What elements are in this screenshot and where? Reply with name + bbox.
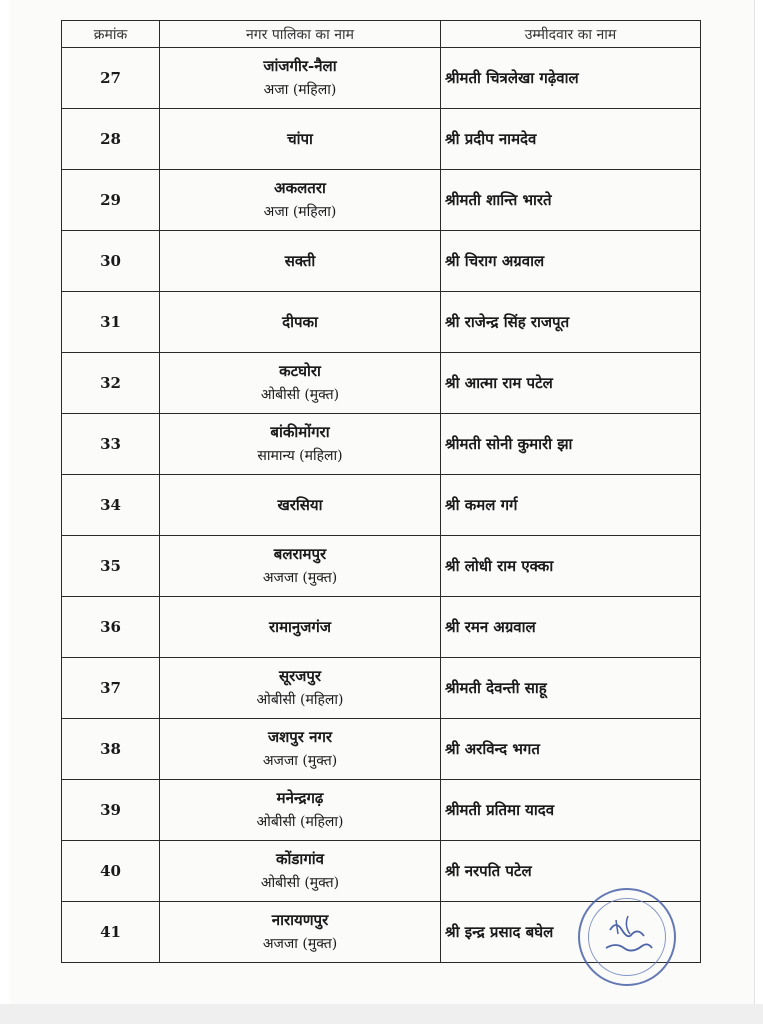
- candidate-name: श्री अरविन्द भगत: [441, 719, 701, 780]
- serial-number: 33: [62, 414, 160, 475]
- candidate-name: श्री कमल गर्ग: [441, 475, 701, 536]
- reservation-category: सामान्य (महिला): [257, 448, 343, 464]
- table-row: [62, 719, 701, 780]
- document-page: [10, 0, 755, 1004]
- header-municipality: नगर पालिका का नाम: [160, 21, 441, 48]
- municipality-name: मनेन्द्रगढ़: [276, 789, 324, 807]
- candidate-name: श्री राजेन्द्र सिंह राजपूत: [441, 292, 701, 353]
- table-row: [62, 414, 701, 475]
- municipality-name: खरसिया: [277, 496, 323, 514]
- table-row: [62, 475, 701, 536]
- serial-number: 41: [62, 902, 160, 963]
- table-header-row: [62, 21, 701, 48]
- municipality-name: कटघोरा: [279, 362, 321, 380]
- municipality-name: अकलतरा: [274, 179, 326, 197]
- reservation-category: ओबीसी (मुक्त): [260, 875, 340, 891]
- table-row: [62, 780, 701, 841]
- candidate-table: [61, 20, 701, 963]
- reservation-category: ओबीसी (महिला): [256, 814, 344, 830]
- reservation-category: अजा (महिला): [263, 204, 337, 220]
- municipality-cell: [160, 536, 441, 597]
- municipality-name: सूरजपुर: [278, 667, 322, 685]
- official-seal: [578, 888, 676, 986]
- table-row: [62, 658, 701, 719]
- municipality-cell: [160, 414, 441, 475]
- table-row: [62, 170, 701, 231]
- serial-number: 34: [62, 475, 160, 536]
- municipality-cell: [160, 841, 441, 902]
- reservation-category: अजा (महिला): [263, 82, 337, 98]
- municipality-cell: [160, 231, 441, 292]
- serial-number: 37: [62, 658, 160, 719]
- candidate-name: श्री चिराग अग्रवाल: [441, 231, 701, 292]
- serial-number: 29: [62, 170, 160, 231]
- municipality-cell: [160, 719, 441, 780]
- candidate-name: श्रीमती चित्रलेखा गढ़ेवाल: [441, 48, 701, 109]
- candidate-name: श्रीमती प्रतिमा यादव: [441, 780, 701, 841]
- table-row: [62, 109, 701, 170]
- serial-number: 38: [62, 719, 160, 780]
- header-candidate: उम्मीदवार का नाम: [441, 21, 701, 48]
- municipality-name: जांजगीर-नैला: [263, 57, 337, 75]
- table-row: [62, 292, 701, 353]
- reservation-category: अजजा (मुक्त): [262, 936, 338, 952]
- table-row: [62, 353, 701, 414]
- table-row: [62, 536, 701, 597]
- municipality-cell: [160, 658, 441, 719]
- municipality-cell: [160, 597, 441, 658]
- municipality-cell: [160, 48, 441, 109]
- serial-number: 30: [62, 231, 160, 292]
- municipality-cell: [160, 780, 441, 841]
- reservation-category: अजजा (मुक्त): [262, 570, 338, 586]
- candidate-name: श्री नरपति पटेल: [441, 841, 701, 902]
- serial-number: 40: [62, 841, 160, 902]
- candidate-name: श्री प्रदीप नामदेव: [441, 109, 701, 170]
- reservation-category: अजजा (मुक्त): [262, 753, 338, 769]
- reservation-category: ओबीसी (महिला): [256, 692, 344, 708]
- municipality-name: सक्ती: [284, 252, 316, 270]
- table-row: [62, 231, 701, 292]
- table-row: [62, 48, 701, 109]
- municipality-cell: [160, 170, 441, 231]
- municipality-name: दीपका: [282, 313, 318, 331]
- page-bottom-edge: [0, 1004, 763, 1024]
- candidate-name: श्रीमती सोनी कुमारी झा: [441, 414, 701, 475]
- municipality-cell: [160, 353, 441, 414]
- municipality-name: चांपा: [287, 130, 313, 148]
- municipality-cell: [160, 902, 441, 963]
- serial-number: 27: [62, 48, 160, 109]
- candidate-name: श्री रमन अग्रवाल: [441, 597, 701, 658]
- serial-number: 28: [62, 109, 160, 170]
- candidate-name: श्री लोधी राम एक्का: [441, 536, 701, 597]
- municipality-cell: [160, 109, 441, 170]
- municipality-name: नारायणपुर: [271, 911, 329, 929]
- serial-number: 31: [62, 292, 160, 353]
- municipality-name: जशपुर नगर: [267, 728, 333, 746]
- candidate-name: श्री आत्मा राम पटेल: [441, 353, 701, 414]
- serial-number: 39: [62, 780, 160, 841]
- header-serial: क्रमांक: [62, 21, 160, 48]
- reservation-category: ओबीसी (मुक्त): [260, 387, 340, 403]
- serial-number: 35: [62, 536, 160, 597]
- signature-scribble: [580, 890, 674, 984]
- municipality-cell: [160, 475, 441, 536]
- candidate-name: श्रीमती शान्ति भारते: [441, 170, 701, 231]
- municipality-name: रामानुजगंज: [269, 618, 331, 636]
- serial-number: 36: [62, 597, 160, 658]
- municipality-cell: [160, 292, 441, 353]
- table-row: [62, 597, 701, 658]
- candidate-name: श्री इन्द्र प्रसाद बघेल: [441, 902, 701, 963]
- municipality-name: बांकीमोंगरा: [270, 423, 330, 441]
- candidate-name: श्रीमती देवन्ती साहू: [441, 658, 701, 719]
- municipality-name: कोंडागांव: [276, 850, 324, 868]
- municipality-name: बलरामपुर: [273, 545, 327, 563]
- serial-number: 32: [62, 353, 160, 414]
